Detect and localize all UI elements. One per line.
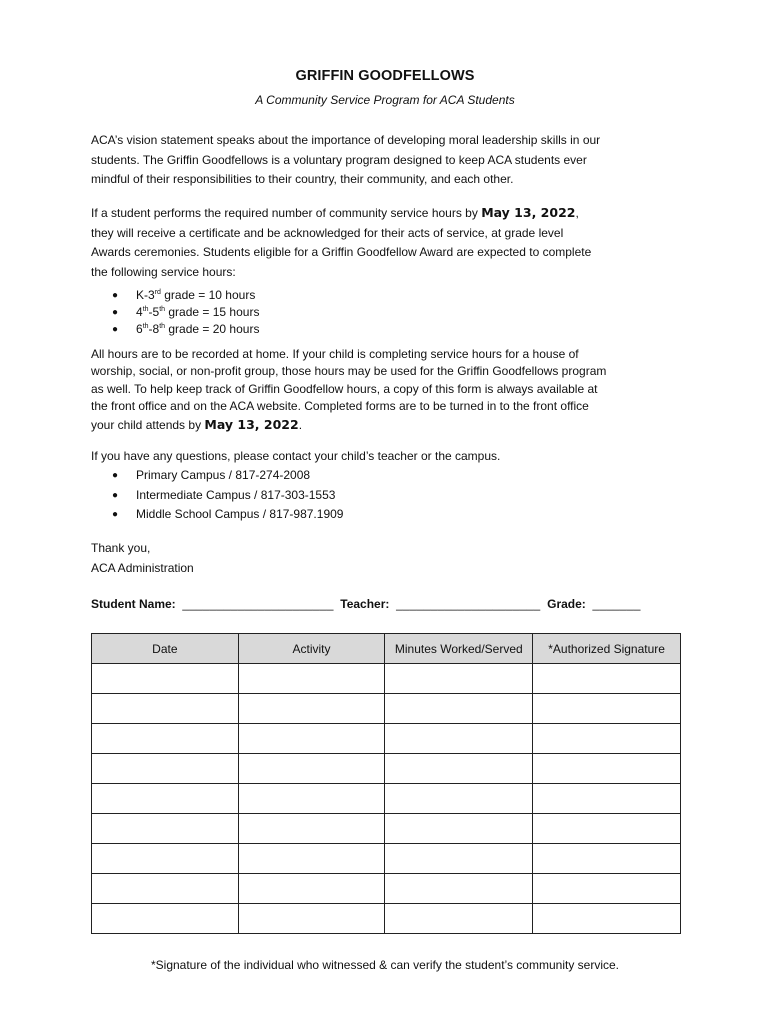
minutes-cell[interactable] — [385, 874, 533, 904]
minutes-cell[interactable] — [385, 814, 533, 844]
minutes-cell[interactable] — [385, 694, 533, 724]
date-cell[interactable] — [92, 724, 239, 754]
activity-cell[interactable] — [238, 844, 385, 874]
activity-cell[interactable] — [238, 724, 385, 754]
grade-label: Grade: — [547, 597, 586, 611]
deadline-date: May 13, 2022 — [481, 205, 576, 220]
activity-cell[interactable] — [238, 904, 385, 934]
closing: Thank you, ACA Administration — [91, 541, 194, 575]
table-row — [92, 784, 681, 814]
list-item: ● Intermediate Campus / 817-303-1553 — [112, 486, 343, 506]
table-row — [92, 724, 681, 754]
minutes-cell[interactable] — [385, 904, 533, 934]
signature-cell[interactable] — [533, 664, 681, 694]
table-row — [92, 874, 681, 904]
date-cell[interactable] — [92, 784, 239, 814]
table-body — [92, 664, 681, 934]
student-name-field[interactable]: ______________________ — [182, 597, 334, 611]
signature-cell[interactable] — [533, 844, 681, 874]
teacher-field[interactable]: _____________________ — [396, 597, 541, 611]
date-cell[interactable] — [92, 694, 239, 724]
signature-cell[interactable] — [533, 874, 681, 904]
column-header-minutes: Minutes Worked/Served — [385, 634, 533, 664]
date-cell[interactable] — [92, 664, 239, 694]
list-item: ● Primary Campus / 817-274-2008 — [112, 466, 343, 486]
signature-footnote: *Signature of the individual who witnessed & can verify the student’s community service. — [150, 958, 620, 972]
recording-paragraph: All hours are to be recorded at home. If your child is completing service hours for a house of worship, social, or non-profit group, those hours may be used for the Griffin Goodfellows program as well. To help keep track of Griffin Goodfellow hours, a copy of this form is always available at the front office and on the ACA website. Completed forms are to be turned in to the front office your child attends by May 13, 2022. — [91, 347, 607, 432]
deadline-date: May 13, 2022 — [204, 416, 299, 432]
activity-cell[interactable] — [238, 664, 385, 694]
signature-cell[interactable] — [533, 814, 681, 844]
table-row — [92, 694, 681, 724]
date-cell[interactable] — [92, 754, 239, 784]
signature-cell[interactable] — [533, 784, 681, 814]
student-info-fields — [91, 597, 641, 611]
table-row — [92, 844, 681, 874]
student-name-label: Student Name: — [91, 597, 176, 611]
signature-cell[interactable] — [533, 724, 681, 754]
minutes-cell[interactable] — [385, 664, 533, 694]
contact-intro: If you have any questions, please contact your child’s teacher or the campus. — [91, 449, 501, 463]
signature-cell[interactable] — [533, 694, 681, 724]
activity-cell[interactable] — [238, 874, 385, 904]
table-header-row — [92, 634, 681, 664]
activity-cell[interactable] — [238, 694, 385, 724]
signature-cell[interactable] — [533, 754, 681, 784]
table-row — [92, 904, 681, 934]
service-hours-table — [91, 633, 681, 934]
column-header-date: Date — [92, 634, 239, 664]
activity-cell[interactable] — [238, 754, 385, 784]
list-item: ● 6th-8th grade = 20 hours — [112, 321, 259, 338]
minutes-cell[interactable] — [385, 754, 533, 784]
grade-hours-list — [112, 287, 259, 338]
date-cell[interactable] — [92, 844, 239, 874]
requirement-paragraph: If a student performs the required number of community service hours by May 13, 2022, they will receive a certificate and be acknowledged for their acts of service, at grade level Awards ceremonies. Students eligible for a Griffin Goodfellow Award are expected to complete the following service hours: — [91, 205, 592, 279]
signature-cell[interactable] — [533, 904, 681, 934]
list-item: ● K-3rd grade = 10 hours — [112, 287, 259, 304]
table-row — [92, 664, 681, 694]
column-header-activity: Activity — [238, 634, 385, 664]
list-item: ● Middle School Campus / 817-987.1909 — [112, 505, 343, 525]
list-item: ● 4th-5th grade = 15 hours — [112, 304, 259, 321]
grade-field[interactable]: _______ — [592, 597, 641, 611]
page-subtitle: A Community Service Program for ACA Students — [255, 93, 515, 107]
minutes-cell[interactable] — [385, 724, 533, 754]
date-cell[interactable] — [92, 904, 239, 934]
minutes-cell[interactable] — [385, 844, 533, 874]
activity-cell[interactable] — [238, 814, 385, 844]
minutes-cell[interactable] — [385, 784, 533, 814]
campus-contact-list — [112, 466, 343, 525]
date-cell[interactable] — [92, 814, 239, 844]
intro-paragraph: ACA’s vision statement speaks about the importance of developing moral leadership skills in our students. The Griffin Goodfellows is a voluntary program designed to keep ACA students ever mindful of their responsibilities to their country, their community, and each other. — [91, 133, 601, 186]
activity-cell[interactable] — [238, 784, 385, 814]
teacher-label: Teacher: — [340, 597, 390, 611]
table-row — [92, 754, 681, 784]
page-title: GRIFFIN GOODFELLOWS — [295, 68, 475, 84]
table-row — [92, 814, 681, 844]
column-header-signature: *Authorized Signature — [533, 634, 681, 664]
date-cell[interactable] — [92, 874, 239, 904]
